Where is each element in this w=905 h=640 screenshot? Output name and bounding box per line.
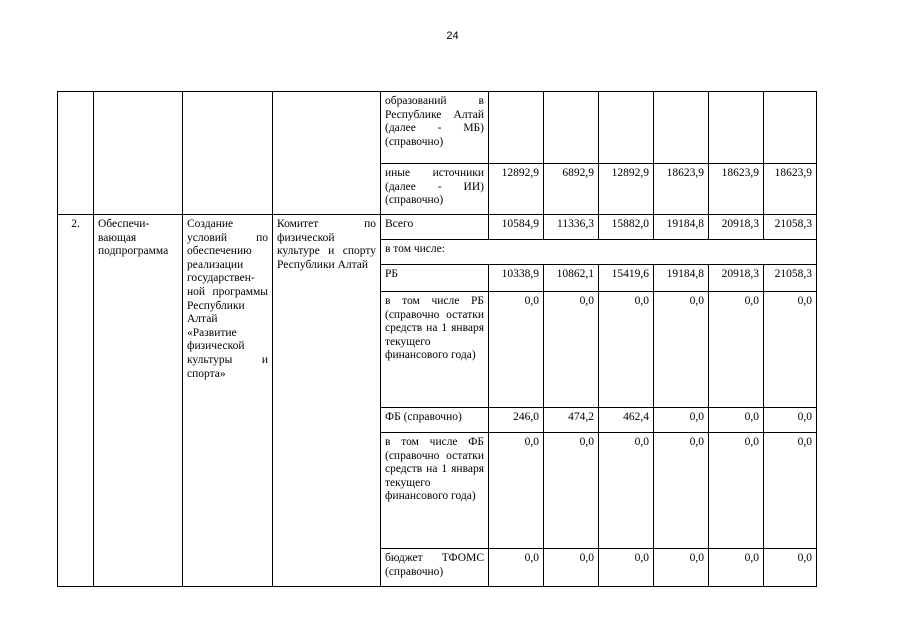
value-cell: 0,0 [764, 433, 817, 549]
budget-table [57, 91, 817, 587]
value-cell [654, 92, 709, 164]
value-cell: 0,0 [709, 292, 764, 408]
value-cell: 0,0 [709, 549, 764, 587]
funding-source-label: Всего [381, 215, 489, 240]
value-cell: 0,0 [764, 549, 817, 587]
value-cell: 0,0 [654, 549, 709, 587]
value-cell: 11336,3 [544, 215, 599, 240]
executor-cell [273, 92, 381, 215]
value-cell: 10584,9 [489, 215, 544, 240]
value-cell: 246,0 [489, 408, 544, 433]
funding-source-label: в том числе: [381, 240, 817, 265]
value-cell: 6892,9 [544, 164, 599, 215]
value-cell: 474,2 [544, 408, 599, 433]
value-cell [709, 92, 764, 164]
value-cell: 20918,3 [709, 265, 764, 292]
table-row [58, 215, 817, 240]
value-cell: 12892,9 [599, 164, 654, 215]
subprogram-name: Создание условий по обеспечению реализации государствен-ной программы Республики Алтай «Развитие физической культуры и спорта» [183, 215, 273, 587]
page-number: 24 [446, 30, 459, 42]
funding-source-label: ФБ (справочно) [381, 408, 489, 433]
value-cell [544, 92, 599, 164]
value-cell: 0,0 [764, 292, 817, 408]
subprogram-type-cell [94, 92, 183, 215]
funding-source-label: в том числе ФБ (справочно остатки средств на 1 января текущего финансового года) [381, 433, 489, 549]
value-cell: 21058,3 [764, 265, 817, 292]
value-cell: 0,0 [709, 408, 764, 433]
value-cell: 0,0 [654, 433, 709, 549]
value-cell: 20918,3 [709, 215, 764, 240]
funding-source-label: образований в Республике Алтай (далее - МБ) (справочно) [381, 92, 489, 164]
funding-source-label: бюджет ТФОМС (справочно) [381, 549, 489, 587]
value-cell: 0,0 [599, 549, 654, 587]
value-cell: 0,0 [654, 292, 709, 408]
value-cell: 19184,8 [654, 215, 709, 240]
index-cell [58, 92, 94, 215]
subprogram-name-cell [183, 92, 273, 215]
funding-source-label: в том числе РБ (справочно остатки средств на 1 января текущего финансового года) [381, 292, 489, 408]
value-cell: 0,0 [544, 549, 599, 587]
value-cell [764, 92, 817, 164]
value-cell: 10862,1 [544, 265, 599, 292]
subprogram-type: Обеспечи-вающая подпрограмма [94, 215, 183, 587]
value-cell: 0,0 [599, 433, 654, 549]
value-cell: 18623,9 [764, 164, 817, 215]
table-row [58, 92, 817, 164]
value-cell: 0,0 [544, 292, 599, 408]
value-cell: 18623,9 [709, 164, 764, 215]
value-cell: 15419,6 [599, 265, 654, 292]
row-index: 2. [58, 215, 94, 587]
value-cell: 0,0 [489, 433, 544, 549]
value-cell: 19184,8 [654, 265, 709, 292]
value-cell: 462,4 [599, 408, 654, 433]
value-cell: 12892,9 [489, 164, 544, 215]
value-cell: 0,0 [709, 433, 764, 549]
value-cell: 10338,9 [489, 265, 544, 292]
value-cell [599, 92, 654, 164]
value-cell [489, 92, 544, 164]
value-cell: 0,0 [599, 292, 654, 408]
value-cell: 0,0 [489, 292, 544, 408]
value-cell: 18623,9 [654, 164, 709, 215]
value-cell: 21058,3 [764, 215, 817, 240]
funding-source-label: РБ [381, 265, 489, 292]
funding-source-label: иные источники (далее - ИИ) (справочно) [381, 164, 489, 215]
value-cell: 0,0 [764, 408, 817, 433]
value-cell: 15882,0 [599, 215, 654, 240]
value-cell: 0,0 [489, 549, 544, 587]
value-cell: 0,0 [544, 433, 599, 549]
value-cell: 0,0 [654, 408, 709, 433]
executor: Комитет по физической культуре и спорту Республики Алтай [273, 215, 381, 587]
